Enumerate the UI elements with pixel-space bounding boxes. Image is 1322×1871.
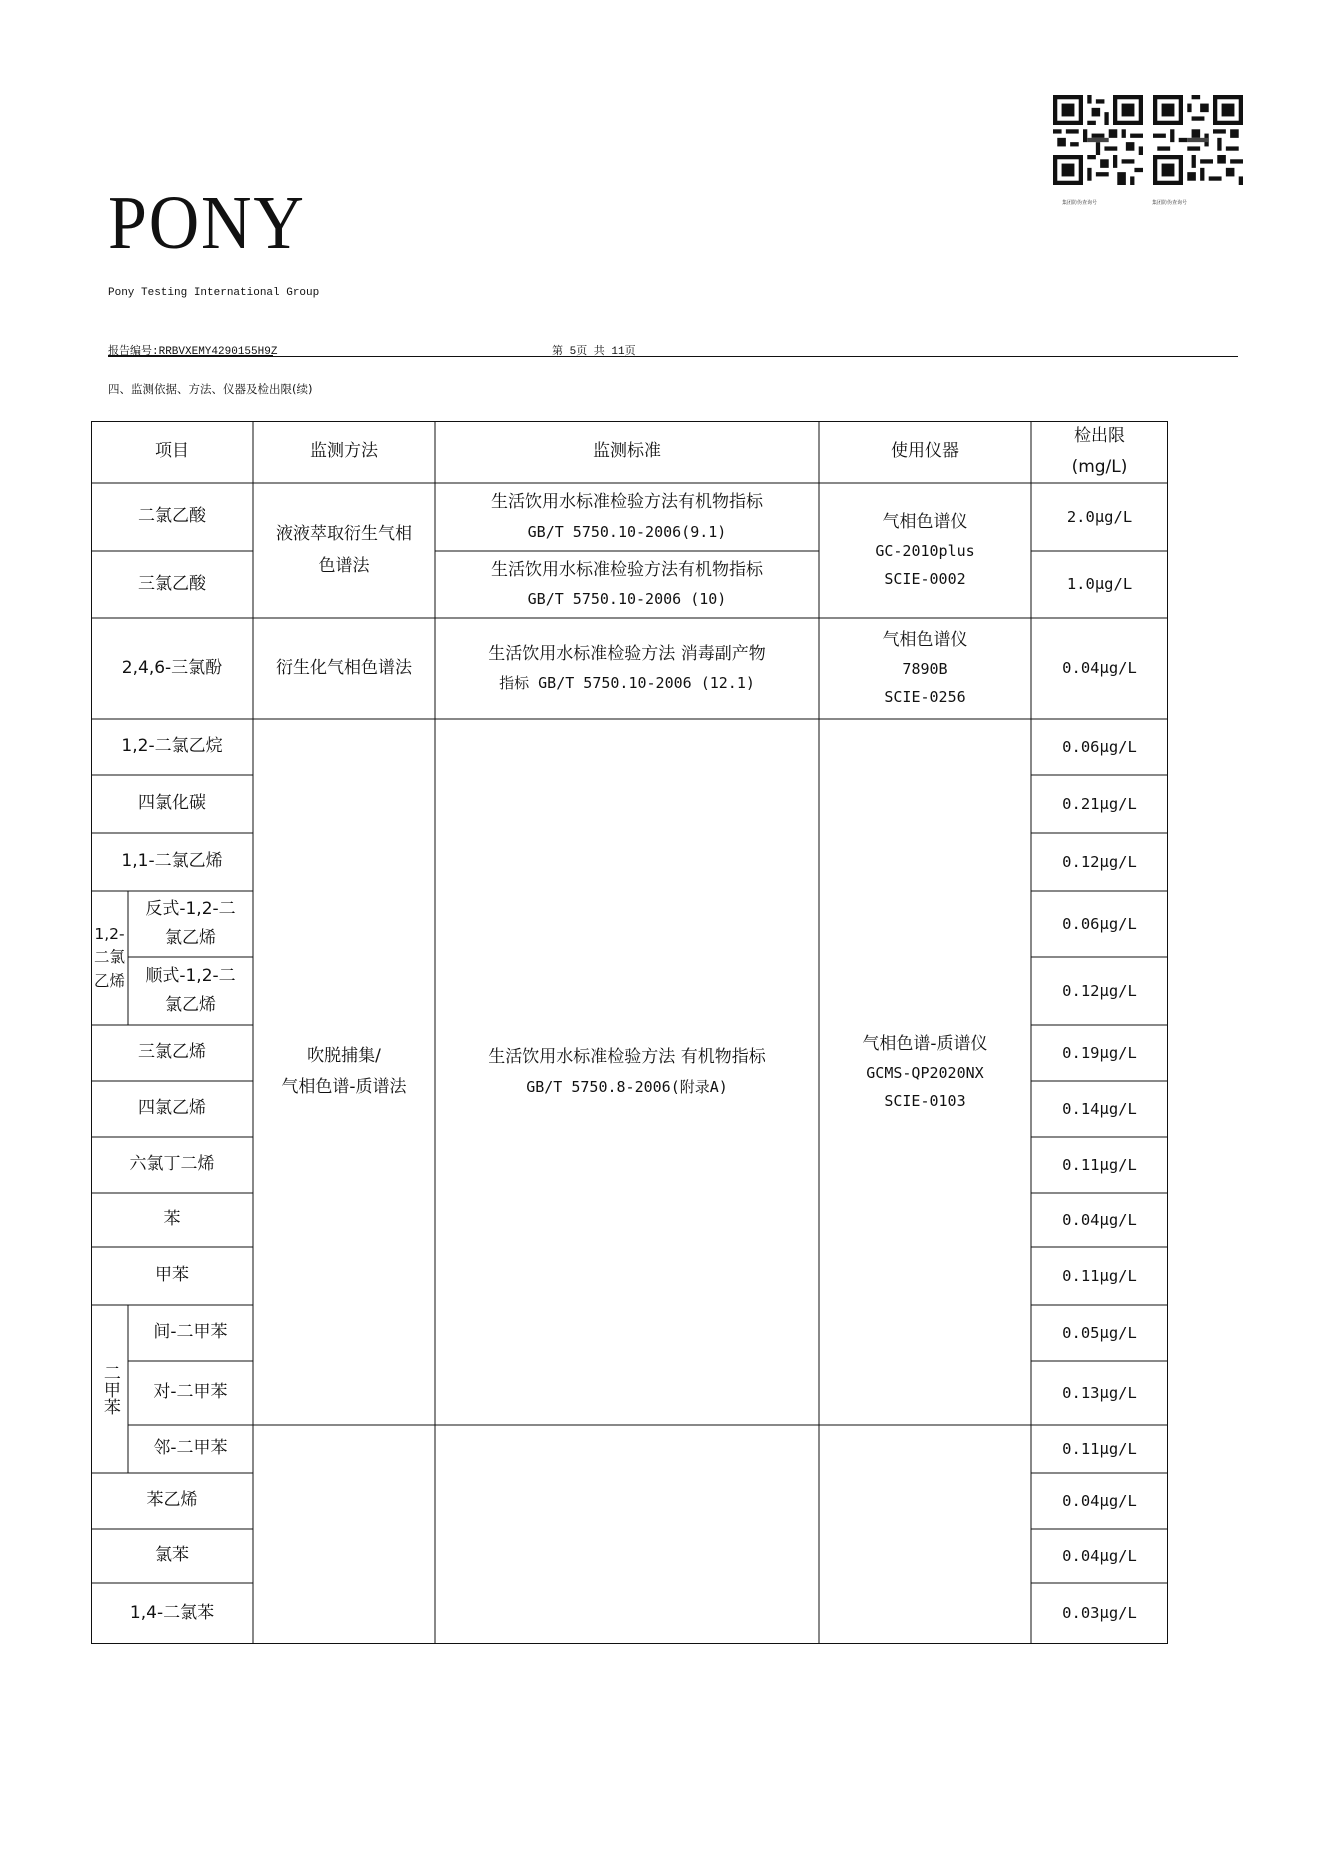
report-header-line <box>108 339 1238 357</box>
limit-cell: 0.11μg/L <box>1062 1439 1137 1458</box>
header-limit-unit: (mg/L) <box>1071 457 1128 477</box>
limit-cell: 0.06μg/L <box>1062 914 1137 933</box>
limit-cell: 2.0μg/L <box>1066 507 1133 526</box>
header-instrument: 使用仪器 <box>891 441 959 462</box>
item-cell: 四氯化碳 <box>138 793 206 814</box>
group-label-xylene: 二甲苯 <box>99 1363 120 1415</box>
limit-cell: 0.14μg/L <box>1062 1099 1137 1118</box>
item-cell: 1,4-二氯苯 <box>129 1602 215 1623</box>
report-number: 报告编号:RRBVXEMY4290155H9Z <box>108 346 278 358</box>
detection-limits-table <box>91 421 1168 1644</box>
item-cell: 1,2-二氯乙烷 <box>121 736 223 757</box>
item-cell: 四氯乙烯 <box>138 1098 206 1119</box>
item-cell: 2,4,6-三氯酚 <box>121 657 223 678</box>
item-cell: 邻-二甲苯 <box>153 1438 228 1459</box>
item-cell: 反式-1,2-二 氯乙烯 <box>145 899 236 948</box>
item-cell: 对-二甲苯 <box>153 1382 228 1403</box>
item-cell: 三氯乙烯 <box>138 1042 206 1063</box>
standard-cell: 生活饮用水标准检验方法 有机物指标 GB/T 5750.8-2006(附录A) <box>488 1047 766 1096</box>
method-cell: 衍生化气相色谱法 <box>276 657 412 678</box>
item-cell: 氯苯 <box>155 1545 189 1566</box>
page-number: 第 5页 共 11页 <box>552 346 636 358</box>
method-cell: 吹脱捕集/ 气相色谱-质谱法 <box>281 1045 407 1097</box>
item-cell: 顺式-1,2-二 氯乙烯 <box>145 966 236 1015</box>
standard-cell: 生活饮用水标准检验方法 消毒副产物 指标 GB/T 5750.10-2006 (12.1) <box>488 643 766 693</box>
header-item: 项目 <box>155 441 189 462</box>
limit-cell: 0.12μg/L <box>1062 852 1137 871</box>
header-method: 监测方法 <box>310 441 378 462</box>
standard-cell: 生活饮用水标准检验方法有机物指标 GB/T 5750.10-2006(9.1) <box>491 492 763 541</box>
section-title: 四、监测依据、方法、仪器及检出限(续) <box>108 382 313 396</box>
limit-cell: 0.12μg/L <box>1062 981 1137 1000</box>
item-cell: 苯 <box>163 1209 181 1230</box>
qr-caption: 集团防伪查询号 <box>1152 200 1188 206</box>
instrument-cell: 气相色谱-质谱仪 GCMS-QP2020NX SCIE-0103 <box>862 1033 988 1110</box>
limit-cell: 0.06μg/L <box>1062 737 1137 756</box>
company-subtitle: Pony Testing International Group <box>108 287 320 299</box>
limit-cell: 1.0μg/L <box>1066 575 1133 594</box>
header-limit-label: 检出限 <box>1073 425 1125 446</box>
item-cell: 六氯丁二烯 <box>129 1154 215 1175</box>
qr-code-icon <box>1153 95 1243 185</box>
item-cell: 苯乙烯 <box>146 1490 198 1511</box>
limit-cell: 0.11μg/L <box>1062 1266 1137 1285</box>
item-cell: 甲苯 <box>155 1265 189 1286</box>
underline <box>108 355 273 356</box>
limit-cell: 0.05μg/L <box>1062 1323 1137 1342</box>
limit-cell: 0.03μg/L <box>1062 1604 1137 1623</box>
item-cell: 三氯乙酸 <box>138 573 206 594</box>
company-logo: PONY <box>108 181 306 265</box>
limit-cell: 0.04μg/L <box>1062 1546 1137 1565</box>
limit-cell: 0.04μg/L <box>1062 1210 1137 1229</box>
standard-cell: 生活饮用水标准检验方法有机物指标 GB/T 5750.10-2006 (10) <box>491 559 763 609</box>
limit-cell: 0.19μg/L <box>1062 1043 1137 1062</box>
qr-caption: 集团防伪查询号 <box>1062 200 1098 206</box>
header-limit <box>1031 421 1168 483</box>
limit-cell: 0.04μg/L <box>1062 659 1137 678</box>
method-cell: 液液萃取衍生气相 色谱法 <box>276 524 412 576</box>
limit-cell: 0.21μg/L <box>1062 794 1137 813</box>
instrument-cell: 气相色谱仪 GC-2010plus SCIE-0002 <box>875 512 975 589</box>
limit-cell: 0.13μg/L <box>1062 1383 1137 1402</box>
group-label-dce: 1,2-二氯乙烯 <box>93 925 125 990</box>
item-cell: 间-二甲苯 <box>153 1322 228 1343</box>
item-cell: 二氯乙酸 <box>138 506 206 527</box>
limit-cell: 0.04μg/L <box>1062 1491 1137 1510</box>
instrument-cell: 气相色谱仪 7890B SCIE-0256 <box>882 630 968 707</box>
qr-code-icon <box>1053 95 1143 185</box>
item-cell: 1,1-二氯乙烯 <box>121 851 223 872</box>
header-standard: 监测标准 <box>593 441 661 462</box>
limit-cell: 0.11μg/L <box>1062 1155 1137 1174</box>
